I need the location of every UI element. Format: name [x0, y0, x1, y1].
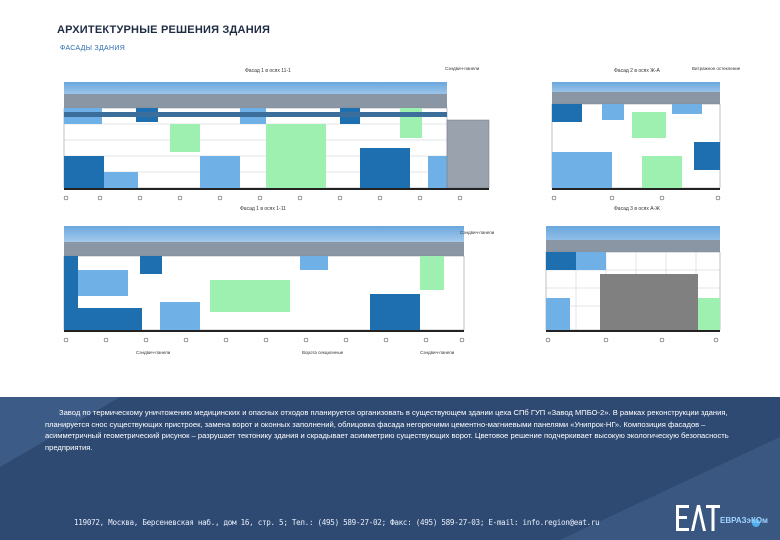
page-title: АРХИТЕКТУРНЫЕ РЕШЕНИЯ ЗДАНИЯ — [57, 24, 271, 36]
facade-callout: Ворота секционные — [302, 350, 344, 355]
facade-drawing-top-right — [522, 66, 752, 212]
facade-drawing-bottom-right — [516, 218, 756, 360]
page-subtitle: ФАСАДЫ ЗДАНИЯ — [60, 45, 126, 52]
facade-bottom-label: Фасад 3 в осях А-Ж — [614, 206, 660, 212]
footer-contacts: 119072, Москва, Берсеневская наб., дом 16, стр. 5; Тел.: (495) 589-27-02; Факс: (495) 589-27-03; E-mail: info.region@eat.ru — [74, 518, 600, 527]
facade-drawing-bottom-left — [40, 218, 500, 360]
facade-callout: Сэндвич-панели — [136, 350, 171, 355]
facade-note: Витражное остекление — [692, 66, 741, 71]
facade-callout: Сэндвич-панели — [420, 350, 455, 355]
facade-drawing-top-left — [40, 66, 515, 212]
facade-note: Сэндвич-панели — [445, 66, 480, 71]
facade-note: Сэндвич-панели — [460, 230, 495, 235]
facade-label: Фасад 2 в осях Ж-А — [614, 68, 660, 74]
logo-brand-text: ЕВРАЗэКОм — [720, 516, 768, 525]
facade-label: Фасад 1 в осях 11-1 — [245, 68, 291, 74]
company-logo — [676, 503, 770, 533]
facade-bottom-label: Фасад 1 в осях 1-11 — [240, 206, 286, 212]
description-text: Завод по термическому уничтожению медицинских и опасных отходов планируется организовать в существующем здании цеха СПб ГУП «Завод МПБО-2». В рамках реконструкции здания, планируется снос существующих пристроек, замена ворот и оконных заполнений, облицовка фасада негорючими цементно-магниевыми панелями «Унипрок-НГ». Композиция фасадов – асимметричный геометрический рисунок – разрушает тектонику здания и скрадывает асимметрию существующих ворот. Цветовое решение подчеркивает высокую экологическую безопасность предприятия. — [45, 408, 729, 452]
